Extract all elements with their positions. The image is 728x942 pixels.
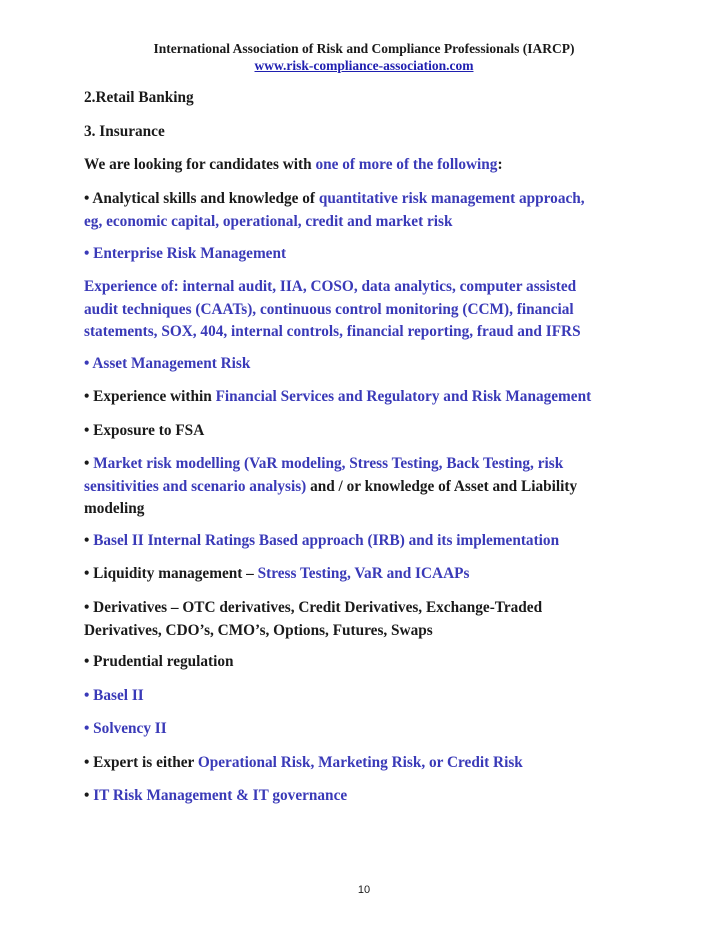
org-url-link[interactable]: www.risk-compliance-association.com: [254, 58, 474, 73]
it-risk-bullet: •: [84, 787, 94, 804]
fs-highlight: Financial Services and Regulatory and Risk Management: [215, 388, 592, 405]
market-risk-bullet: •: [84, 455, 94, 472]
expert-item: [84, 752, 654, 775]
market-risk-text: and / or knowledge of Asset and Liability: [306, 477, 578, 495]
analytical-item: [84, 188, 654, 233]
market-risk-highlight: Market risk modelling (VaR modeling, Stress Testing, Back Testing, risk: [93, 455, 564, 472]
fs-text: • Experience within: [84, 388, 216, 405]
insurance-line: 3. Insurance: [84, 123, 165, 140]
market-risk-text-2: modeling: [84, 500, 145, 517]
irb-item: [84, 530, 654, 553]
prudential-item: • Prudential regulation: [84, 653, 234, 670]
experience-line-3: statements, SOX, 404, internal controls, financial reporting, fraud and IFRS: [84, 323, 581, 340]
it-risk-item: [84, 785, 654, 808]
expert-highlight: Operational Risk, Marketing Risk, or Credit Risk: [197, 754, 523, 771]
analytical-text: • Analytical skills and knowledge of: [84, 190, 319, 207]
liquidity-highlight: Stress Testing, VaR and ICAAPs: [257, 565, 470, 582]
market-risk-item: [84, 453, 654, 521]
experience-line-2: audit techniques (CAATs), continuous control monitoring (CCM), financial: [84, 300, 574, 318]
experience-line-1: Experience of: internal audit, IIA, COSO, data analytics, computer assisted: [84, 278, 577, 295]
derivatives-item: [84, 597, 654, 642]
derivatives-line-2: Derivatives, CDO’s, CMO’s, Options, Futures, Swaps: [84, 621, 433, 639]
retail-banking-line: 2.Retail Banking: [84, 89, 194, 106]
intro-text: We are looking for candidates with: [84, 156, 316, 173]
intro-line: [84, 154, 654, 177]
basel-item: • Basel II: [84, 687, 144, 704]
solvency-item: • Solvency II: [84, 720, 167, 737]
experience-item: [84, 276, 654, 344]
irb-highlight: Basel II Internal Ratings Based approach (IRB) and its implementation: [93, 532, 560, 549]
liquidity-text: • Liquidity management –: [84, 565, 258, 582]
derivatives-line-1: • Derivatives – OTC derivatives, Credit Derivatives, Exchange-Traded: [84, 599, 543, 616]
erm-item: • Enterprise Risk Management: [84, 245, 287, 262]
org-header: International Association of Risk and Compliance Professionals (IARCP): [153, 41, 575, 56]
org-url: [0, 58, 728, 74]
irb-bullet: •: [84, 532, 94, 549]
intro-highlight: one of more of the following: [315, 156, 498, 173]
liquidity-item: [84, 563, 654, 586]
it-risk-highlight: IT Risk Management & IT governance: [93, 787, 348, 804]
fsa-item: • Exposure to FSA: [84, 422, 205, 439]
analytical-highlight: quantitative risk management approach,: [318, 190, 585, 207]
page-number: 10: [357, 884, 371, 896]
asset-mgmt-item: • Asset Management Risk: [84, 355, 251, 372]
intro-colon: :: [497, 156, 503, 173]
expert-text: • Expert is either: [84, 754, 198, 771]
fs-item: [84, 386, 654, 409]
market-risk-highlight-2: sensitivities and scenario analysis): [84, 477, 307, 495]
analytical-highlight-2: eg, economic capital, operational, credit and market risk: [84, 212, 453, 230]
